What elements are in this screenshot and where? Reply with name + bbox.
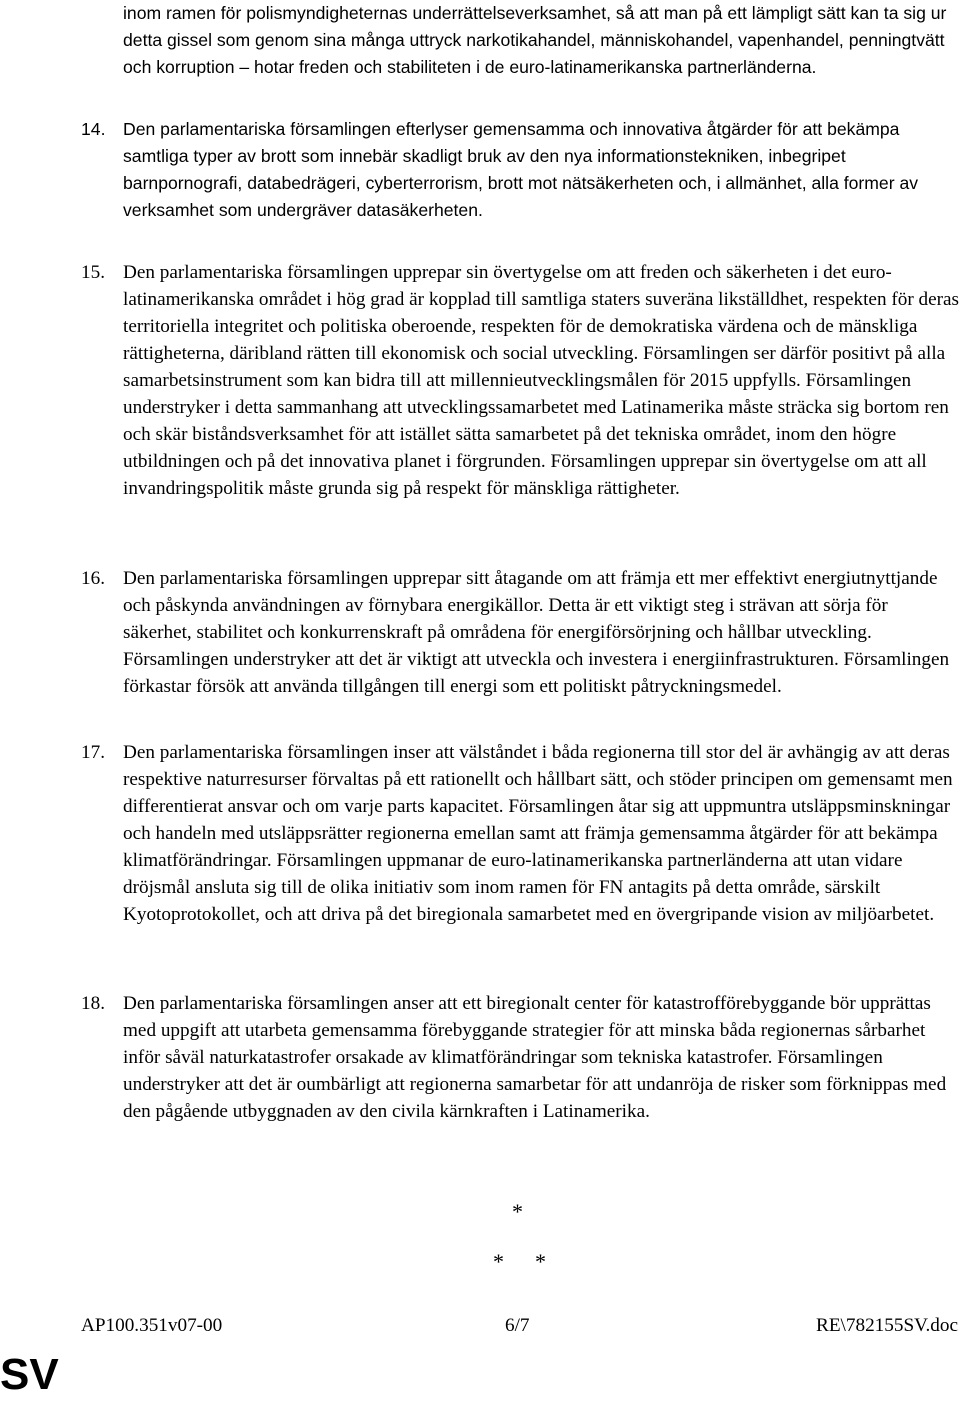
paragraph-text: Den parlamentariska församlingen inser att välståndet i båda regionerna till stor del är avhängig av att deras respektive naturresurser förvaltas på ett rationellt och hållbart sätt, och stöder principen om gemensamt men differentierat ansvar och om varje parts kapacitet. Församlingen åtar sig att uppmuntra utsläppsminskningar och handeln med utsläppsrätter regionerna emellan samt att främja gemensamma åtgärder för att bekämpa klimatförändringar. Församlingen uppmanar de euro-latinamerikanska partnerländerna att utan vidare dröjsmål ansluta sig till de olika initiativ som inom ramen för FN antagits på detta område, särskilt Kyotoprotokollet, och att driva på det biregionala samarbetet med en övergripande vision av miljöarbetet. [123, 742, 953, 925]
paragraph-14 [81, 116, 960, 224]
footer-doc-reference: AP100.351v07-00 [81, 1315, 223, 1336]
paragraph-text: Den parlamentariska församlingen anser att ett biregionalt center för katastrofförebyggande bör upprättas med uppgift att utarbeta gemensamma förebyggande strategier för att minska båda regionernas sårbarhet inför såväl naturkatastrofer orsakade av klimatförändringar som tekniska katastrofer. Församlingen understryker att det är oumbärligt att regionerna samarbetar för att undanröja de risker som förknippas med den pågående utbyggnaden av den civila kärnkraften i Latinamerika. [123, 993, 947, 1122]
paragraph-number: 18. [81, 993, 105, 1014]
separator-star-bottom-left: * [493, 1249, 504, 1274]
page-footer [0, 1312, 960, 1342]
paragraph-number: 15. [81, 262, 105, 283]
intro-paragraph: inom ramen för polismyndigheternas underrättelseverksamhet, så att man på ett lämpligt sätt kan ta sig ur detta gissel som genom sina många uttryck narkotikahandel, människohandel, vapenhandel, penningtvätt och korruption – hotar freden och stabiliteten i de euro-latinamerikanska partnerländerna. [123, 3, 947, 77]
paragraph-text: Den parlamentariska församlingen efterlyser gemensamma och innovativa åtgärder för att bekämpa samtliga typer av brott som innebär skadligt bruk av den nya informationstekniken, inbegripet barnpornografi, databedrägeri, cyberterrorism, brott mot nätsäkerheten och, i allmänhet, alla former av verksamhet som undergräver datasäkerheten. [123, 119, 919, 220]
separator-star-bottom-right: * [535, 1249, 546, 1274]
paragraph-number: 17. [81, 742, 105, 763]
footer-file-name: RE\782155SV.doc [816, 1315, 958, 1336]
paragraph-text: Den parlamentariska församlingen upprepar sin övertygelse om att freden och säkerheten i det euro-latinamerikanska området i hög grad är kopplad till samtliga staters suveräna likställdhet, respekten för deras territoriella integritet och politiska oberoende, respekten för de demokratiska värdena och de mänskliga rättigheterna, däribland rätten till ekonomisk och social utveckling. Församlingen ser därför positivt på alla samarbetsinstrument som kan bidra till att millennieutvecklingsmålen för 2015 uppfylls. Församlingen understryker i detta sammanhang att utvecklingssamarbetet med Latinamerika måste sträcka sig bortom ren och skär biståndsverksamhet för att istället sätta samarbetet på det tekniska området, inom den högre utbildningen och på det innovativa planet i förgrunden. Församlingen upprepar sin övertygelse om att all invandringspolitik måste grunda sig på respekt för mänskliga rättigheter. [123, 262, 959, 499]
paragraph-text: Den parlamentariska församlingen upprepar sitt åtagande om att främja ett mer effektivt energiutnyttjande och påskynda användningen av förnybara energikällor. Detta är ett viktigt steg i strävan att sörja för säkerhet, stabilitet och konkurrenskraft på områdena för energiförsörjning och hållbar utveckling. Församlingen understryker att det är viktigt att utveckla och investera i energiinfrastrukturen. Församlingen förkastar försök att använda tillgången till energi som ett politiskt påtryckningsmedel. [123, 568, 950, 697]
paragraph-number: 14. [81, 119, 106, 139]
paragraph-15 [81, 259, 960, 502]
language-code: SV [0, 1350, 59, 1399]
paragraph-number: 16. [81, 568, 105, 589]
paragraph-18 [81, 990, 960, 1125]
paragraph-17 [81, 739, 960, 928]
separator-star-top: * [512, 1199, 523, 1224]
footer-page-number: 6/7 [505, 1315, 530, 1336]
paragraph-16 [81, 565, 960, 700]
